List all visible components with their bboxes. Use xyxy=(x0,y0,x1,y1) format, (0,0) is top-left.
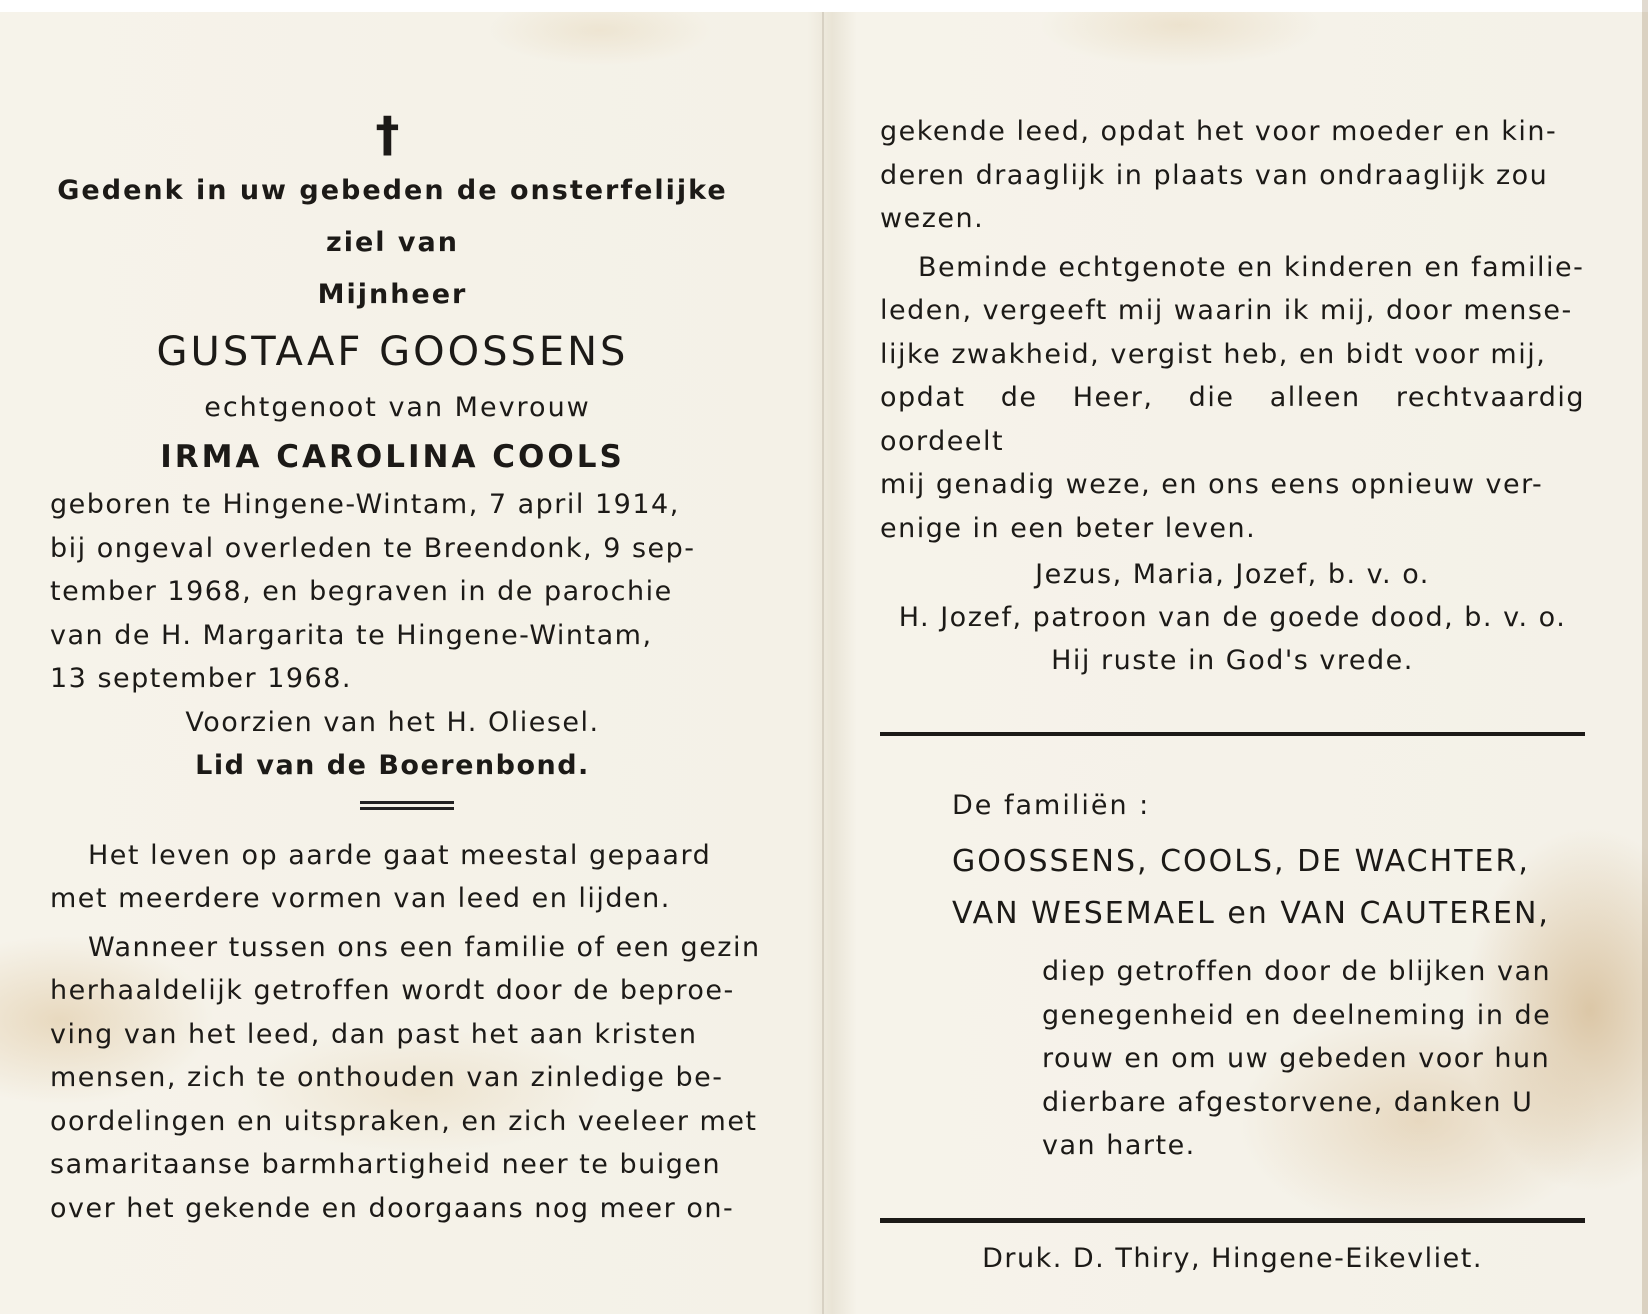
text-line: dierbare afgestorvene, danken U xyxy=(1042,1086,1534,1118)
thanks-paragraph xyxy=(1042,950,1582,1168)
text-line: met meerdere vormen van leed en lijden. xyxy=(50,883,671,914)
cross-icon: † xyxy=(375,107,400,163)
bio-line: geboren te Hingene-Wintam, 7 april 1914, xyxy=(50,489,680,520)
text-line: opdat de Heer, die alleen rechtvaardig oordeelt xyxy=(880,382,1585,457)
text-line: over het gekende en doorgaans nog meer on- xyxy=(50,1192,735,1224)
invocation-3: Hij ruste in God's vrede. xyxy=(1051,645,1414,676)
text-line: oordelingen en uitspraken, en zich veeleer met xyxy=(50,1105,758,1137)
paragraph-1 xyxy=(50,834,765,921)
printer-credit: Druk. D. Thiry, Hingene-Eikevliet. xyxy=(982,1242,1483,1274)
families-line-2: VAN WESEMAEL en VAN CAUTEREN, xyxy=(952,896,1550,931)
bio-line: 13 september 1968. xyxy=(50,663,352,694)
scan-border xyxy=(0,0,1648,12)
double-divider xyxy=(360,801,454,810)
text-line: genegenheid en deelneming in de xyxy=(1042,999,1552,1031)
sacrament-note: Voorzien van het H. Oliesel. xyxy=(185,706,600,738)
membership-note: Lid van de Boerenbond. xyxy=(195,749,590,781)
invocation-1: Jezus, Maria, Jozef, b. v. o. xyxy=(1035,559,1430,590)
divider-line xyxy=(880,732,1585,736)
heading-line-1: Gedenk in uw gebeden de onsterfelijke xyxy=(57,175,728,206)
paragraph-2 xyxy=(50,926,765,1231)
text-line: deren draaglijk in plaats van ondraaglijk zou xyxy=(880,159,1549,191)
text-line: enige in een beter leven. xyxy=(880,512,1257,544)
bio-line: bij ongeval overleden te Breendonk, 9 sep- xyxy=(50,532,696,564)
text-line: lijke zwakheid, vergist heb, en bidt voor mij, xyxy=(880,338,1547,370)
text-line: Wanneer tussen ons een familie of een gezin xyxy=(88,931,761,963)
deceased-name: GUSTAAF GOOSSENS xyxy=(156,329,629,375)
text-line: mensen, zich te onthouden van zinledige be- xyxy=(50,1062,724,1093)
text-line: leden, vergeeft mij waarin ik mij, door mense- xyxy=(880,295,1573,326)
bio-line: tember 1968, en begraven in de parochie xyxy=(50,576,673,607)
text-line: herhaaldelijk getroffen wordt door de beproe- xyxy=(50,975,735,1006)
text-line: diep getroffen door de blijken van xyxy=(1042,956,1552,987)
invocation-2: H. Jozef, patroon van de goede dood, b. v. o. xyxy=(898,602,1567,633)
text-line: Het leven op aarde gaat meestal gepaard xyxy=(88,839,712,871)
text-line: mij genadig weze, en ons eens opnieuw ver- xyxy=(880,469,1544,500)
bio-line: van de H. Margarita te Hingene-Wintam, xyxy=(50,619,653,651)
text-line: ving van het leed, dan past het aan kristen xyxy=(50,1018,698,1050)
text-line: samaritaanse barmhartigheid neer te buigen xyxy=(50,1149,722,1180)
title: Mijnheer xyxy=(317,279,468,310)
spouse-name: IRMA CAROLINA COOLS xyxy=(160,439,625,475)
families-label: De familiën : xyxy=(952,790,1151,821)
text-line: rouw en om uw gebeden voor hun xyxy=(1042,1043,1551,1074)
text-line: gekende leed, opdat het voor moeder en kin- xyxy=(880,116,1558,147)
right-page xyxy=(880,110,1585,1280)
families-line-1: GOOSSENS, COOLS, DE WACHTER, xyxy=(952,844,1530,879)
text-line: wezen. xyxy=(880,203,985,234)
text-line: Beminde echtgenote en kinderen en familie- xyxy=(918,251,1585,283)
biography xyxy=(50,483,765,701)
text-line: van harte. xyxy=(1042,1130,1196,1161)
left-page xyxy=(50,105,765,1230)
card-fold xyxy=(822,12,824,1314)
heading-line-2: ziel van xyxy=(326,227,459,258)
divider-line xyxy=(880,1218,1585,1223)
continuation-paragraph xyxy=(880,110,1585,241)
card-edge xyxy=(1642,0,1648,1314)
spouse-intro: echtgenoot van Mevrouw xyxy=(204,392,591,423)
prayer-paragraph xyxy=(880,246,1585,551)
